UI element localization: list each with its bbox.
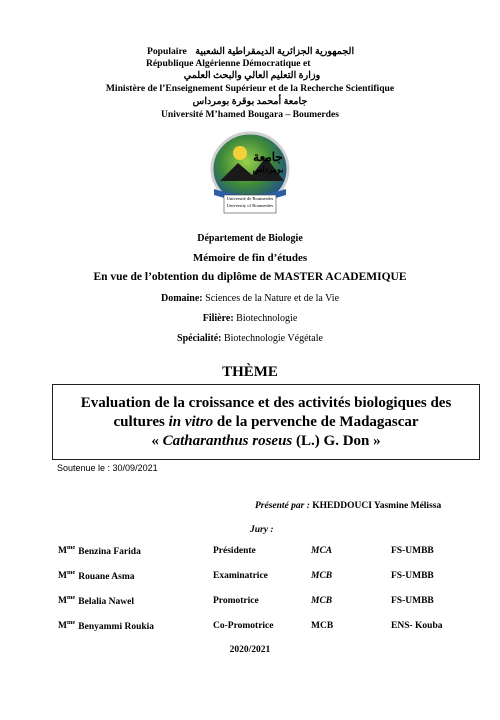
jury-institution: FS-UMBB xyxy=(391,595,434,606)
jury-title: M xyxy=(58,621,67,632)
diploma: En vue de l’obtention du diplôme de MASTER ACADEMIQUE xyxy=(93,271,407,283)
theme-line-3-italic: Catharanthus roseus xyxy=(162,433,293,449)
theme-line-2-italic: in vitro xyxy=(168,414,214,430)
logo-caption-2: University of Boumerdes xyxy=(226,203,274,208)
theme-line-3-a: « xyxy=(151,433,163,449)
jury-title: M xyxy=(58,596,67,607)
theme-line-3 xyxy=(53,432,479,451)
jury-title-sup: me xyxy=(66,619,76,627)
university-logo xyxy=(200,129,300,221)
theme-line-2 xyxy=(53,413,479,432)
jury-institution: FS-UMBB xyxy=(391,545,434,556)
jury-grade: MCB xyxy=(311,595,333,606)
jury-label: Jury : xyxy=(250,525,274,535)
jury-grade: MCB xyxy=(311,570,333,581)
jury-row xyxy=(58,613,481,638)
jury-grade: MCB xyxy=(311,620,334,631)
theme-line-2-b: de la pervenche de Madagascar xyxy=(213,414,419,430)
document-type: Mémoire de fin d’études xyxy=(192,252,308,264)
jury-role: Examinatrice xyxy=(213,570,268,581)
theme-line-2-a: cultures xyxy=(113,414,169,430)
jury-title: M xyxy=(58,546,67,557)
jury-member-name xyxy=(58,538,213,563)
jury-grade: MCA xyxy=(311,545,333,556)
filiere-row xyxy=(0,313,500,324)
jury-name: Benzina Farida xyxy=(78,546,141,557)
jury-row xyxy=(58,538,481,563)
theme-box xyxy=(52,384,480,460)
jury-institution: FS-UMBB xyxy=(391,570,434,581)
domaine-label: Domaine: xyxy=(160,293,203,304)
jury-role: Présidente xyxy=(213,545,256,556)
jury-title-sup: me xyxy=(66,594,76,602)
jury-row xyxy=(58,588,481,613)
soutenance-date: Soutenue le : 30/09/2021 xyxy=(57,463,158,473)
department: Département de Biologie xyxy=(197,233,303,244)
jury-title: M xyxy=(58,571,67,582)
filiere-value: Biotechnologie xyxy=(236,313,298,324)
academic-year: 2020/2021 xyxy=(229,645,271,655)
presented-by-name: KHEDDOUCI Yasmine Mélissa xyxy=(312,501,442,511)
header-line-5: جامعة أمحمد بوقرة بومرداس xyxy=(192,96,308,107)
jury-table xyxy=(58,538,481,638)
jury-name: Belalia Nawel xyxy=(78,596,134,607)
jury-role: Promotrice xyxy=(213,595,259,606)
header-line-1-ar: الجمهورية الجزائرية الديمقراطية الشعبية xyxy=(195,46,355,57)
specialite-label: Spécialité: xyxy=(177,333,222,344)
theme-heading: THÈME xyxy=(222,364,278,380)
jury-member-name xyxy=(58,563,213,588)
jury-title-sup: me xyxy=(66,544,76,552)
logo-caption-1: Université de Boumerdes xyxy=(226,196,274,201)
specialite-value: Biotechnologie Végétale xyxy=(223,333,323,344)
presented-by xyxy=(255,501,441,511)
domaine-row xyxy=(0,293,500,304)
jury-name: Benyammi Roukia xyxy=(78,621,155,632)
jury-role: Co-Promotrice xyxy=(213,620,274,631)
header-line-6: Université M’hamed Bougara – Boumerdes xyxy=(161,109,339,120)
theme-line-1: Evaluation de la croissance et des activités biologiques des xyxy=(80,395,452,411)
theme-line-3-b: (L.) G. Don » xyxy=(292,433,381,449)
presented-by-label: Présenté par : xyxy=(255,501,313,511)
logo-arabic-2: بومرداس xyxy=(252,165,284,174)
header-line-4: Ministère de l’Enseignement Supérieur et de la Recherche Scientifique xyxy=(105,83,395,94)
header-line-1-fr: Populaire xyxy=(147,46,187,57)
jury-member-name xyxy=(58,613,213,638)
jury-name: Rouane Asma xyxy=(78,571,135,582)
jury-row xyxy=(58,563,481,588)
header-line-3: وزارة التعليم العالي والبحث العلمي xyxy=(183,70,321,81)
header-line-2: République Algérienne Démocratique et xyxy=(146,58,311,69)
jury-member-name xyxy=(58,588,213,613)
filiere-label: Filière: xyxy=(202,313,234,324)
jury-institution: ENS- Kouba xyxy=(391,620,443,631)
logo-arabic-1: جامعة xyxy=(253,150,283,164)
domaine-value: Sciences de la Nature et de la Vie xyxy=(205,293,340,304)
specialite-row xyxy=(0,333,500,344)
header-line-1 xyxy=(147,46,354,57)
jury-title-sup: me xyxy=(66,569,76,577)
